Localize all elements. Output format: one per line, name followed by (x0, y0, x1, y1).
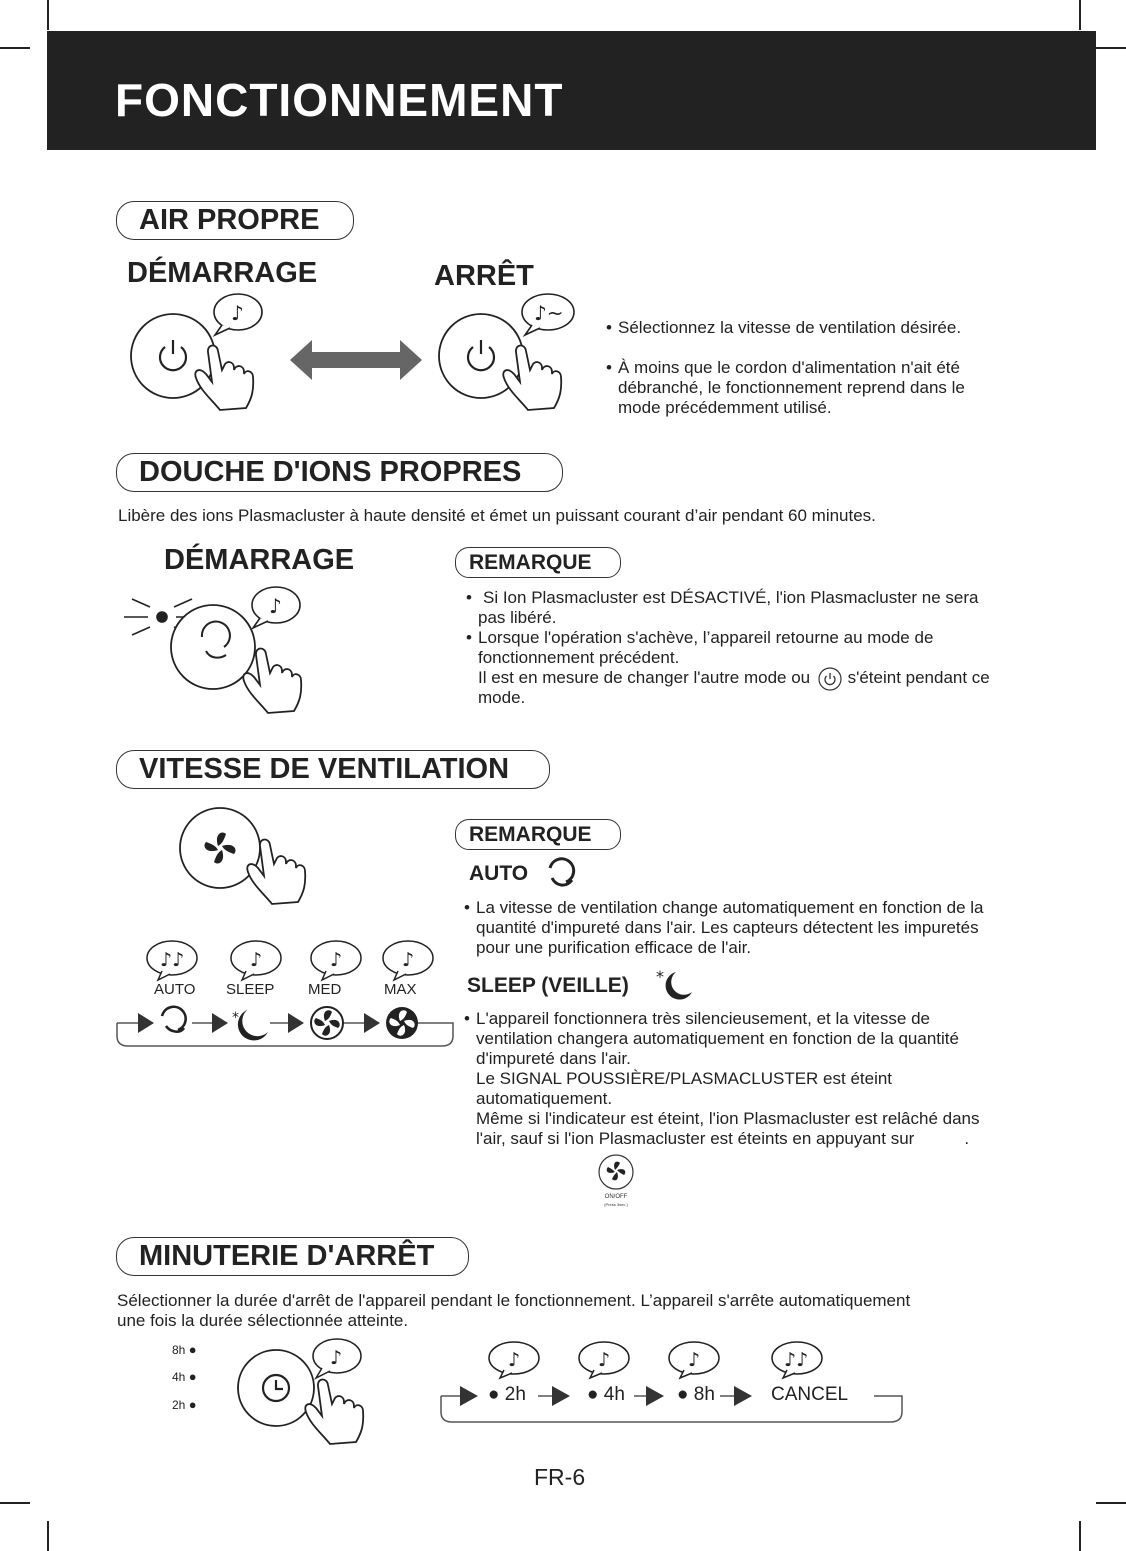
beep-bubble-icon (231, 941, 281, 980)
mode-label-med: MED (308, 981, 342, 998)
beep-bubble-icon (311, 941, 361, 980)
toggle-arrow-icon (290, 338, 422, 382)
timer-step-cancel: CANCEL (771, 1384, 849, 1405)
svg-text:♪: ♪ (508, 1349, 521, 1371)
max-fan-icon (386, 1007, 418, 1039)
beep-bubble-icon (669, 1342, 719, 1378)
auto-mode-icon (540, 858, 580, 892)
douche-bullet-2: • Lorsque l'opération s'achève, l’appareil retourne au mode de fonctionnement précédent. (466, 628, 934, 667)
timer-indicator-8h: 8h ● (172, 1342, 197, 1357)
svg-text:♪: ♪ (231, 301, 244, 325)
sleep-mode-icon (654, 966, 694, 1002)
timer-step-4h: ● 4h (587, 1384, 625, 1405)
beep-bubble-icon (214, 294, 262, 335)
air-propre-bullet-2: • À moins que le cordon d'alimentation n'ait été débranché, le fonctionnement reprend dans le mode précédemment utilisé. (606, 358, 965, 417)
timer-button-illustration (234, 1336, 374, 1446)
timer-indicator-2h: 2h ● (172, 1397, 197, 1412)
page-number: FR-6 (534, 1464, 586, 1490)
note-title-vitesse: REMARQUE (455, 819, 621, 850)
page-title: FONCTIONNEMENT (115, 74, 564, 126)
svg-text:♪: ♪ (330, 1347, 343, 1369)
section-title-vitesse: VITESSE DE VENTILATION (116, 750, 550, 789)
douche-bullet-1: • Si Ion Plasmacluster est DÉSACTIVÉ, l'ion Plasmacluster ne sera pas libéré. (466, 588, 979, 627)
auto-title: AUTO (469, 862, 529, 885)
svg-text:*: * (232, 1010, 239, 1026)
beep-double-bubble-icon (147, 941, 197, 980)
power-small-icon (815, 668, 843, 688)
douche-bullet-2-cont: Il est en mesure de changer l'autre mode ou s'éteint pendant ce mode. (478, 668, 990, 707)
minuterie-intro: Sélectionner la durée d'arrêt de l'appareil pendant le fonctionnement. L’appareil s'arrête automatiquement une fois la durée sélectionnée atteinte. (117, 1291, 911, 1330)
timer-step-2h: ● 2h (488, 1384, 526, 1405)
svg-text:♪: ♪ (688, 1349, 701, 1371)
timer-indicator-4h: 4h ● (172, 1369, 197, 1384)
svg-text:♪: ♪ (402, 949, 415, 971)
page-header (47, 31, 1096, 150)
air-propre-bullet-1: • Sélectionnez la vitesse de ventilation désirée. (606, 318, 962, 337)
med-fan-icon (311, 1007, 343, 1039)
beep-bubble-icon (252, 587, 300, 628)
auto-description: • La vitesse de ventilation change automatiquement en fonction de la quantité d'impureté dans l'air. Les capteurs détectent les impuretés pour une purification efficace de l'air. (464, 898, 984, 957)
sleep-mode-icon (232, 1010, 268, 1040)
svg-text:♪♪: ♪♪ (784, 1349, 809, 1371)
start-label: DÉMARRAGE (127, 257, 318, 289)
svg-text:♪♪: ♪♪ (160, 949, 185, 971)
mode-label-sleep: SLEEP (226, 981, 275, 998)
sleep-description-1: • L'appareil fonctionnera très silencieusement, et la vitesse de ventilation changera automatiquement en fonction de la quantité d'impureté dans l'air. (464, 1009, 959, 1068)
svg-text:♪~: ♪~ (534, 301, 564, 325)
timer-beep-bubbles (484, 1340, 829, 1380)
beep-bubble-icon (579, 1342, 629, 1378)
svg-text:♪: ♪ (250, 949, 263, 971)
svg-text:♪: ♪ (598, 1349, 611, 1371)
power-button-press-illustration (120, 290, 280, 415)
sleep-description-3: Même si l'indicateur est éteint, l'ion Plasmacluster est relâché dans l'air, sauf si l'ion Plasmacluster est éteints en appuyant sur . (476, 1109, 980, 1148)
beep-bubble-icon (313, 1339, 361, 1378)
fan-on-off-button-icon (596, 1152, 636, 1182)
beep-long-bubble-icon (522, 294, 574, 335)
mode-label-max: MAX (384, 981, 417, 998)
sleep-description-2: Le SIGNAL POUSSIÈRE/PLASMACLUSTER est éteint automatiquement. (476, 1069, 893, 1108)
power-button-stop-illustration (428, 290, 588, 415)
beep-double-bubble-icon (772, 1342, 822, 1378)
auto-mode-icon (162, 1007, 186, 1032)
on-off-caption: ON/OFF (Press 3sec.) (604, 1194, 628, 1207)
douche-start-label: DÉMARRAGE (164, 544, 355, 576)
sleep-title: SLEEP (VEILLE) (467, 974, 629, 997)
section-title-minuterie: MINUTERIE D'ARRÊT (116, 1237, 469, 1276)
section-title-air-propre: AIR PROPRE (116, 201, 354, 240)
section-title-douche: DOUCHE D'IONS PROPRES (116, 453, 563, 492)
timer-step-8h: ● 8h (677, 1384, 715, 1405)
ion-shower-button-illustration (118, 585, 318, 715)
svg-text:♪: ♪ (269, 594, 282, 618)
douche-intro: Libère des ions Plasmacluster à haute densité et émet un puissant courant d’air pendant 60 minutes. (118, 506, 876, 525)
beep-bubble-icon (383, 941, 433, 980)
stop-label: ARRÊT (434, 260, 534, 292)
fan-mode-cycle-diagram (112, 1000, 457, 1050)
mode-label-auto: AUTO (154, 981, 196, 998)
note-title-douche: REMARQUE (455, 547, 621, 578)
svg-text:*: * (656, 967, 664, 986)
fan-button-illustration (178, 806, 313, 906)
svg-text:♪: ♪ (330, 949, 343, 971)
mode-beep-bubbles (140, 938, 440, 983)
beep-bubble-icon (489, 1342, 539, 1378)
